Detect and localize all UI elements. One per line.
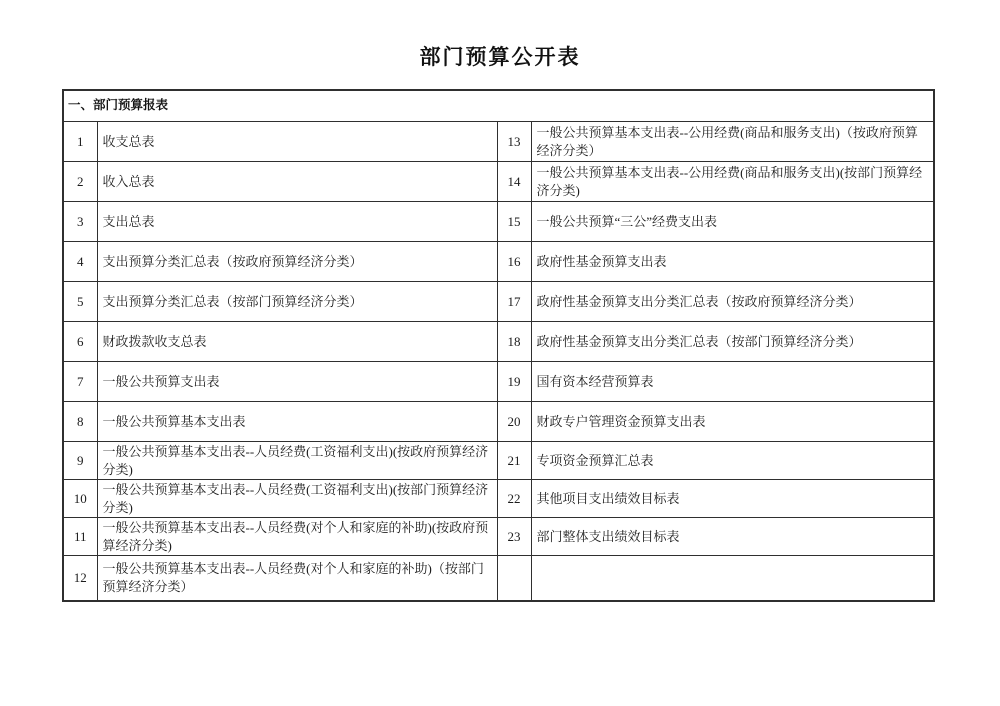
report-name-cell: 支出预算分类汇总表（按政府预算经济分类） bbox=[97, 242, 497, 282]
table-row bbox=[63, 442, 934, 480]
table-row bbox=[63, 556, 934, 602]
row-number-cell: 15 bbox=[497, 202, 531, 242]
row-number-cell: 16 bbox=[497, 242, 531, 282]
report-name-cell: 国有资本经营预算表 bbox=[531, 362, 934, 402]
row-number-cell: 22 bbox=[497, 480, 531, 518]
table-row bbox=[63, 362, 934, 402]
row-number-cell: 5 bbox=[63, 282, 97, 322]
table-row bbox=[63, 480, 934, 518]
row-number-cell: 14 bbox=[497, 162, 531, 202]
table-row bbox=[63, 402, 934, 442]
report-name-cell: 收支总表 bbox=[97, 122, 497, 162]
row-number-cell: 2 bbox=[63, 162, 97, 202]
row-number-cell: 20 bbox=[497, 402, 531, 442]
report-name-cell bbox=[531, 556, 934, 602]
report-name-cell: 一般公共预算基本支出表--人员经费(工资福利支出)(按政府预算经济分类) bbox=[97, 442, 497, 480]
report-name-cell: 一般公共预算基本支出表--人员经费(工资福利支出)(按部门预算经济分类) bbox=[97, 480, 497, 518]
report-name-cell: 收入总表 bbox=[97, 162, 497, 202]
row-number-cell: 23 bbox=[497, 518, 531, 556]
table-row bbox=[63, 202, 934, 242]
row-number-cell: 6 bbox=[63, 322, 97, 362]
table-row bbox=[63, 322, 934, 362]
table-row bbox=[63, 518, 934, 556]
section-header-row bbox=[63, 90, 934, 122]
row-number-cell: 9 bbox=[63, 442, 97, 480]
report-name-cell: 支出总表 bbox=[97, 202, 497, 242]
report-name-cell: 财政专户管理资金预算支出表 bbox=[531, 402, 934, 442]
row-number-cell: 4 bbox=[63, 242, 97, 282]
row-number-cell: 19 bbox=[497, 362, 531, 402]
report-name-cell: 一般公共预算“三公”经费支出表 bbox=[531, 202, 934, 242]
report-name-cell: 一般公共预算基本支出表--公用经费(商品和服务支出)（按政府预算经济分类） bbox=[531, 122, 934, 162]
row-number-cell: 17 bbox=[497, 282, 531, 322]
table-row bbox=[63, 122, 934, 162]
row-number-cell bbox=[497, 556, 531, 602]
report-name-cell: 政府性基金预算支出分类汇总表（按政府预算经济分类） bbox=[531, 282, 934, 322]
budget-report-table bbox=[62, 89, 935, 602]
table-row bbox=[63, 282, 934, 322]
row-number-cell: 3 bbox=[63, 202, 97, 242]
report-name-cell: 其他项目支出绩效目标表 bbox=[531, 480, 934, 518]
row-number-cell: 10 bbox=[63, 480, 97, 518]
report-name-cell: 一般公共预算基本支出表--人员经费(对个人和家庭的补助)(按政府预算经济分类) bbox=[97, 518, 497, 556]
row-number-cell: 13 bbox=[497, 122, 531, 162]
report-name-cell: 一般公共预算基本支出表 bbox=[97, 402, 497, 442]
table-row bbox=[63, 162, 934, 202]
table-row bbox=[63, 242, 934, 282]
row-number-cell: 1 bbox=[63, 122, 97, 162]
row-number-cell: 18 bbox=[497, 322, 531, 362]
section-header: 一、部门预算报表 bbox=[63, 90, 934, 122]
row-number-cell: 11 bbox=[63, 518, 97, 556]
row-number-cell: 21 bbox=[497, 442, 531, 480]
row-number-cell: 12 bbox=[63, 556, 97, 602]
report-name-cell: 一般公共预算基本支出表--人员经费(对个人和家庭的补助)（按部门预算经济分类） bbox=[97, 556, 497, 602]
report-name-cell: 财政拨款收支总表 bbox=[97, 322, 497, 362]
row-number-cell: 7 bbox=[63, 362, 97, 402]
report-name-cell: 部门整体支出绩效目标表 bbox=[531, 518, 934, 556]
report-name-cell: 一般公共预算支出表 bbox=[97, 362, 497, 402]
report-name-cell: 政府性基金预算支出表 bbox=[531, 242, 934, 282]
report-name-cell: 支出预算分类汇总表（按部门预算经济分类） bbox=[97, 282, 497, 322]
row-number-cell: 8 bbox=[63, 402, 97, 442]
report-name-cell: 专项资金预算汇总表 bbox=[531, 442, 934, 480]
report-name-cell: 一般公共预算基本支出表--公用经费(商品和服务支出)(按部门预算经济分类) bbox=[531, 162, 934, 202]
page-title: 部门预算公开表 bbox=[419, 45, 581, 69]
report-name-cell: 政府性基金预算支出分类汇总表（按部门预算经济分类） bbox=[531, 322, 934, 362]
